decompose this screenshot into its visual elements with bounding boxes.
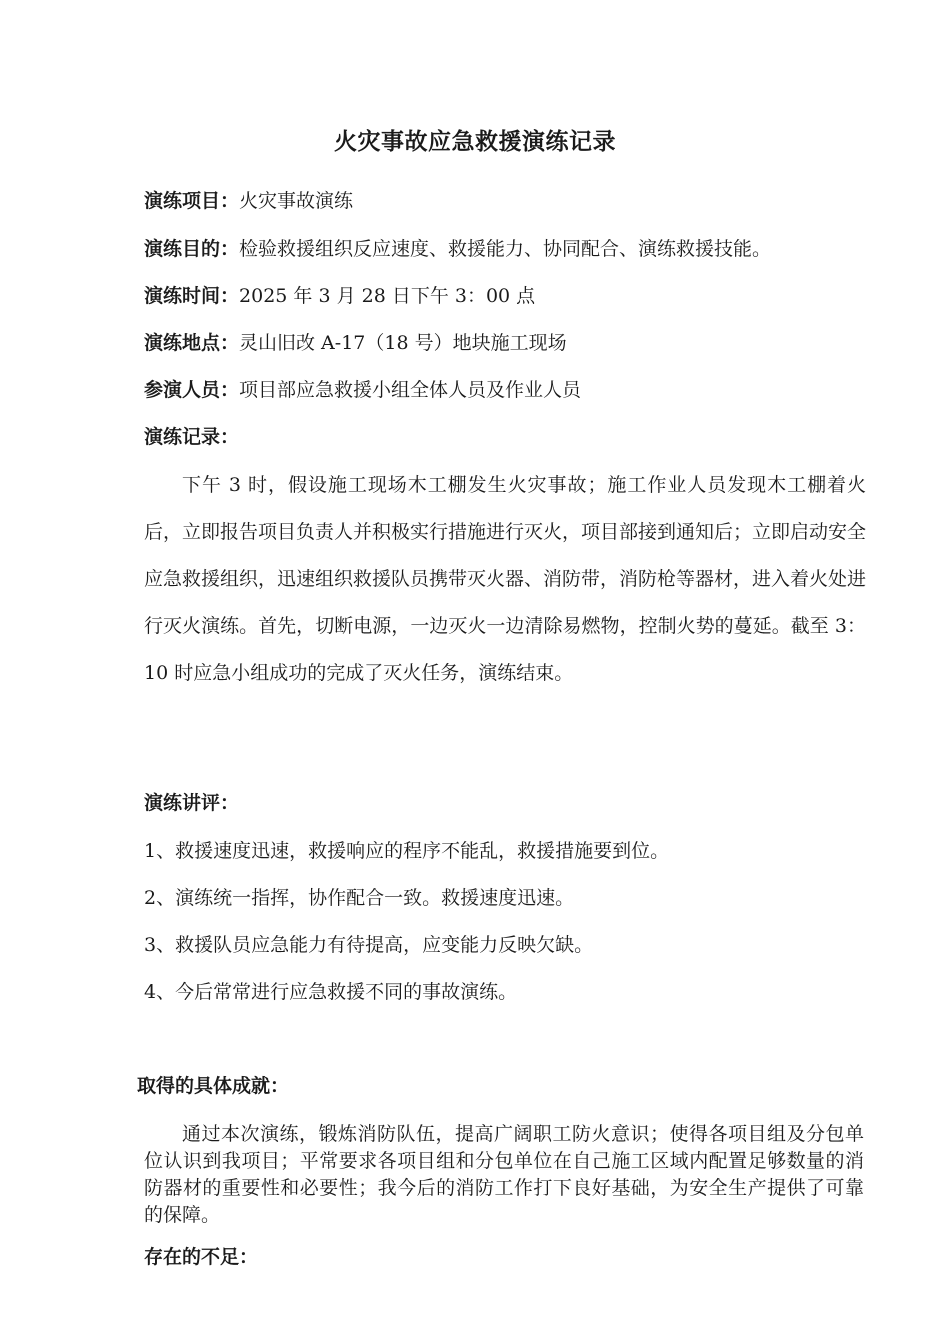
field-drill-location	[144, 329, 567, 357]
field-label: 演练地点：	[144, 332, 240, 354]
field-label: 演练时间：	[144, 285, 240, 307]
achievements-paragraph: 通过本次演练，锻炼消防队伍，提高广阔职工防火意识；使得各项目组及分包单位认识到我项目；平常要求各项目组和分包单位在自己施工区域内配置足够数量的消防器材的重要性和必要性；我今后的消防工作打下良好基础，为安全生产提供了可靠的保障。	[144, 1123, 864, 1226]
achievements-heading: 取得的具体成就：	[137, 1075, 290, 1097]
shortcomings-heading: 存在的不足：	[144, 1246, 259, 1268]
field-label: 参演人员：	[144, 379, 240, 401]
record-paragraph: 下午 3 时，假设施工现场木工棚发生火灾事故；施工作业人员发现木工棚着火后，立即报告项目负责人并积极实行措施进行灭火，项目部接到通知后；立即启动安全应急救援组织，迅速组织救援队员携带灭火器、消防带，消防枪等器材，进入着火处进行灭火演练。首先，切断电源，一边灭火一边清除易燃物，控制火势的蔓延。截至 3：10 时应急小组成功的完成了灭火任务，演练结束。	[144, 474, 867, 684]
review-item: 3、救援队员应急能力有待提高，应变能力反映欠缺。	[144, 934, 594, 956]
review-item: 1、救援速度迅速，救援响应的程序不能乱，救援措施要到位。	[144, 840, 670, 862]
review-item: 2、演练统一指挥，协作配合一致。救援速度迅速。	[144, 887, 575, 909]
field-label: 演练项目：	[144, 190, 240, 212]
field-value: 检验救援组织反应速度、救援能力、协同配合、演练救援技能。	[239, 238, 772, 260]
field-drill-time	[144, 282, 535, 310]
field-participants	[144, 376, 581, 404]
field-label: 演练目的：	[144, 238, 240, 260]
review-heading: 演练讲评：	[144, 792, 240, 814]
record-heading: 演练记录：	[144, 426, 240, 448]
field-value: 火灾事故演练	[239, 190, 354, 212]
field-drill-project	[144, 187, 353, 215]
field-value: 项目部应急救援小组全体人员及作业人员	[239, 379, 582, 401]
field-value: 灵山旧改 A-17（18 号）地块施工现场	[239, 332, 567, 354]
field-value: 2025 年 3 月 28 日下午 3：00 点	[239, 285, 536, 307]
review-item: 4、今后常常进行应急救援不同的事故演练。	[144, 981, 518, 1003]
field-drill-purpose	[144, 235, 771, 263]
document-title: 火灾事故应急救援演练记录	[334, 128, 616, 155]
